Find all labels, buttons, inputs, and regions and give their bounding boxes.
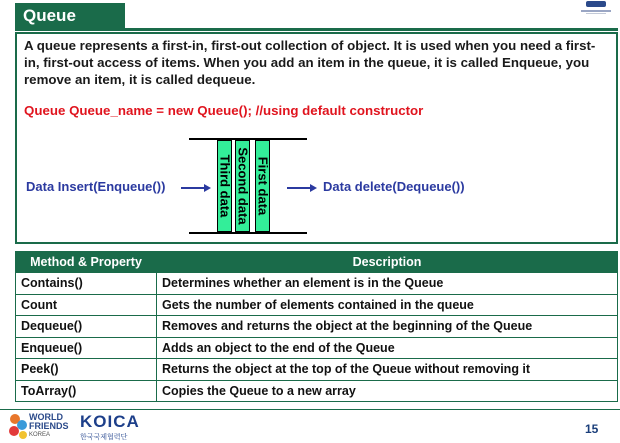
table-row: [16, 316, 618, 338]
page-number: 15: [585, 422, 599, 436]
description-cell: Gets the number of elements contained in the queue: [157, 294, 618, 316]
insert-label: Data Insert(Enqueue()): [26, 179, 166, 194]
method-table: [15, 251, 618, 402]
method-cell: Peek(): [16, 359, 157, 381]
title-underline: [15, 28, 618, 31]
corner-logo-icon: [578, 0, 614, 16]
queue-cell-label: Third data: [217, 154, 232, 218]
queue-description: A queue represents a first-in, first-out collection of object. It is used when you need a first-in, first-out access of items. When you add an item in the queue, it is called Enqueue, you remove an item, it is called dequeue.: [24, 38, 596, 87]
koica-subtitle: 한국국제협력단: [80, 434, 128, 441]
queue-cell-label: First data: [255, 156, 270, 216]
description-cell: Adds an object to the end of the Queue: [157, 337, 618, 359]
world-friends-wordmark: [29, 413, 69, 431]
content-panel: [15, 32, 618, 244]
description-cell: Determines whether an element is in the Queue: [157, 273, 618, 295]
table-row: [16, 359, 618, 381]
delete-arrow-icon: [287, 183, 317, 193]
method-cell: Enqueue(): [16, 337, 157, 359]
queue-cell-first: [255, 140, 270, 232]
wf-subtitle: KOREA: [29, 432, 51, 438]
koica-logo: KOICA: [80, 412, 140, 431]
queue-bottom-rail: [189, 232, 307, 234]
table-row: [16, 273, 618, 295]
table-header-row: [16, 252, 618, 273]
wf-line-world: WORLD: [29, 412, 63, 422]
table-row: [16, 337, 618, 359]
queue-cell-label: Second data: [235, 147, 250, 225]
delete-label: Data delete(Dequeue()): [323, 179, 465, 194]
wf-line-friends: FRIENDS: [29, 421, 69, 431]
footer-divider: [0, 409, 620, 410]
description-cell: Copies the Queue to a new array: [157, 380, 618, 402]
insert-arrow-icon: [181, 183, 211, 193]
queue-cell-second: [235, 140, 250, 232]
header-method: Method & Property: [16, 252, 157, 273]
method-cell: Contains(): [16, 273, 157, 295]
header-description: Description: [157, 252, 618, 273]
table-row: [16, 294, 618, 316]
description-cell: Removes and returns the object at the beginning of the Queue: [157, 316, 618, 338]
table-row: [16, 380, 618, 402]
slide-title: Queue: [15, 3, 125, 28]
description-cell: Returns the object at the top of the Queue without removing it: [157, 359, 618, 381]
method-cell: Dequeue(): [16, 316, 157, 338]
method-cell: Count: [16, 294, 157, 316]
code-snippet: Queue Queue_name = new Queue(); //using default constructor: [24, 103, 424, 118]
queue-cell-third: [217, 140, 232, 232]
method-cell: ToArray(): [16, 380, 157, 402]
